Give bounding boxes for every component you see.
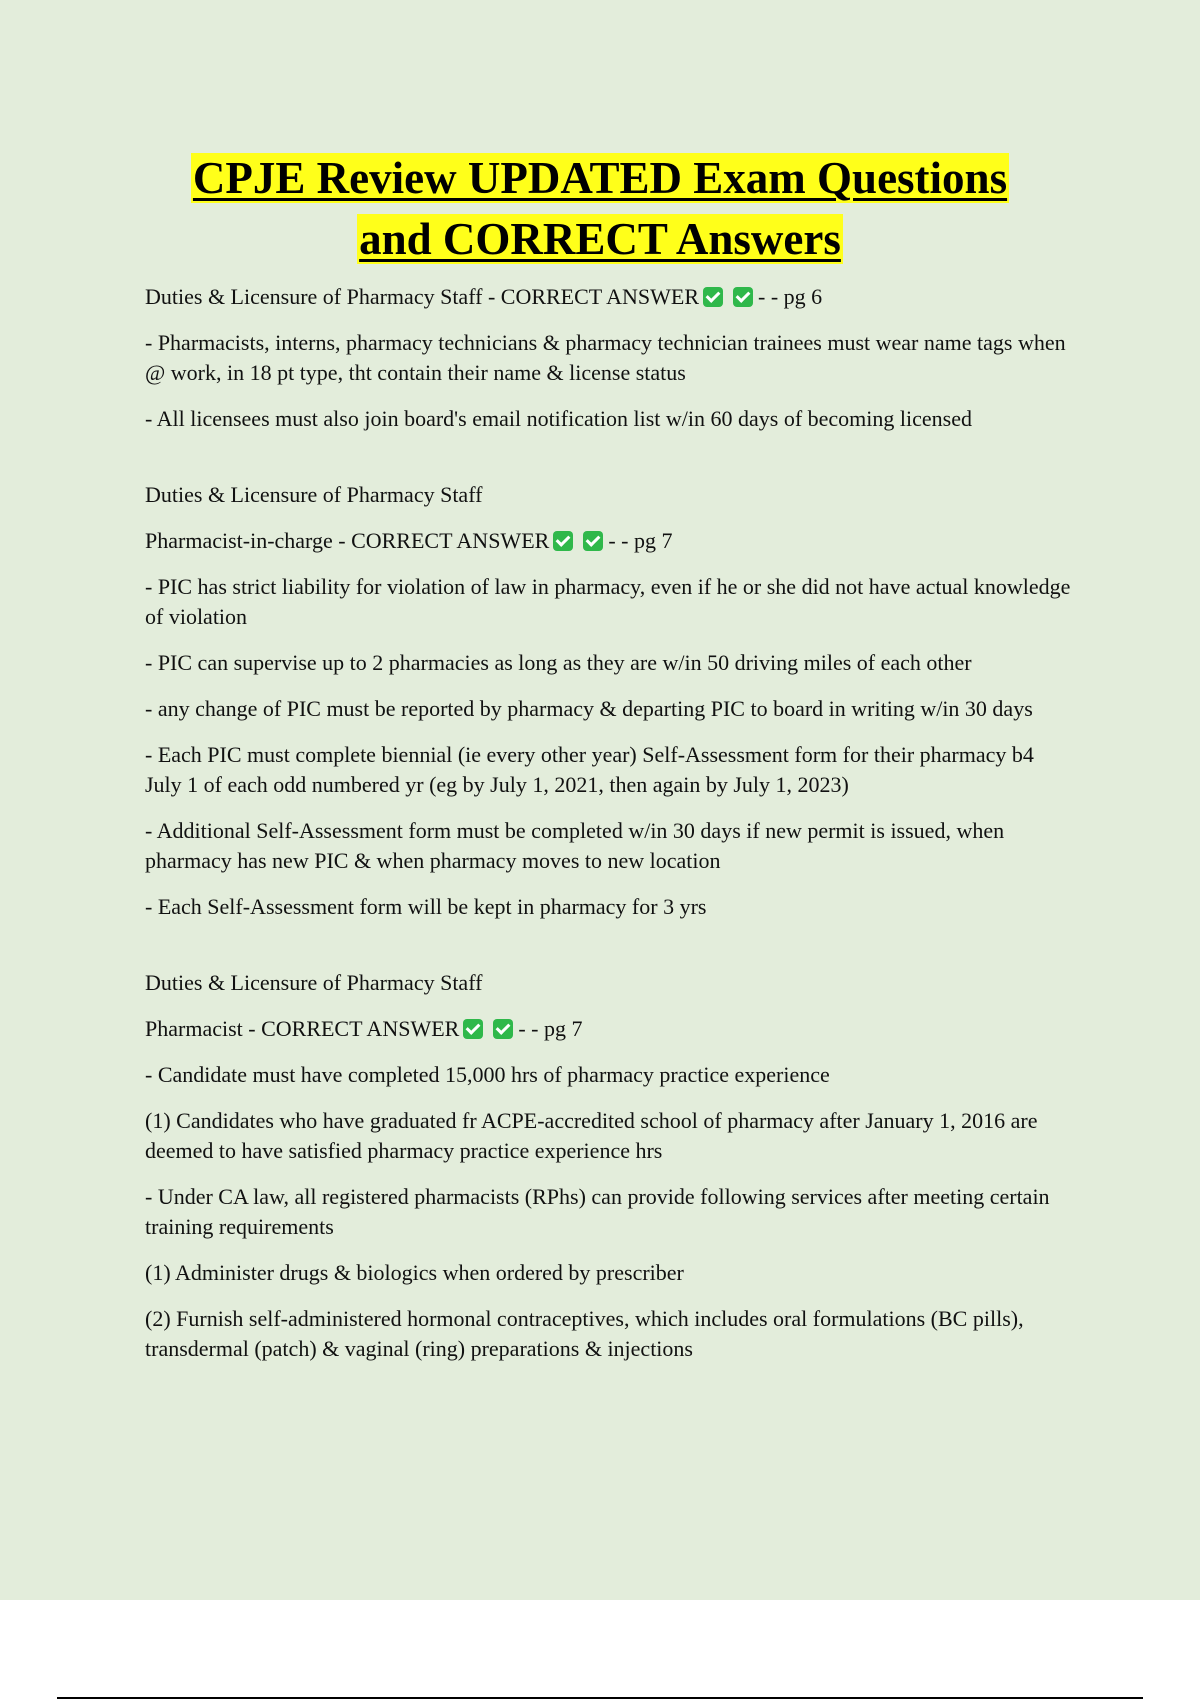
question-heading-text: Pharmacist-in-charge - CORRECT ANSWER (145, 528, 550, 553)
answer-line: (1) Candidates who have graduated fr ACPE-accredited school of pharmacy after January 1, 2016 are deemed to have satisfied pharmacy practice experience hrs (145, 1108, 1038, 1163)
answer-line: - Candidate must have completed 15,000 hrs of pharmacy practice experience (145, 1062, 830, 1087)
answer-line: - Each PIC must complete biennial (ie every other year) Self-Assessment form for their pharmacy b4 July 1 of each odd numbered yr (eg by July 1, 2021, then again by July 1, 2023) (145, 742, 1034, 797)
check-box-icon (553, 531, 573, 551)
answer-line: - Under CA law, all registered pharmacists (RPhs) can provide following services after meeting certain training requirements (145, 1184, 1050, 1239)
page-reference: - - pg 7 (518, 1016, 583, 1041)
question-heading-3 (145, 1014, 1075, 1044)
answer-line: - Each Self-Assessment form will be kept in pharmacy for 3 yrs (145, 894, 707, 919)
answer-line: - Additional Self-Assessment form must be completed w/in 30 days if new permit is issued, when pharmacy has new PIC & when pharmacy moves to new location (145, 818, 1005, 873)
topic-label-2: Duties & Licensure of Pharmacy Staff (145, 482, 483, 507)
question-heading-2 (145, 526, 1075, 556)
answer-line: (1) Administer drugs & biologics when ordered by prescriber (145, 1260, 684, 1285)
answer-line: (2) Furnish self-administered hormonal contraceptives, which includes oral formulations (BC pills), transdermal (patch) & vaginal (ring) preparations & injections (145, 1306, 1024, 1361)
question-heading-text: Duties & Licensure of Pharmacy Staff - CORRECT ANSWER (145, 284, 700, 309)
page-reference: - - pg 7 (608, 528, 673, 553)
check-box-icon (583, 531, 603, 551)
document-content (145, 282, 1075, 1380)
question-heading-1 (145, 282, 1075, 312)
check-box-icon (703, 287, 723, 307)
check-box-icon (493, 1019, 513, 1039)
footer-divider (57, 1697, 1143, 1699)
title-line-1: CPJE Review UPDATED Exam Questions (192, 153, 1008, 203)
document-title (0, 148, 1200, 270)
check-box-icon (463, 1019, 483, 1039)
topic-label-3: Duties & Licensure of Pharmacy Staff (145, 970, 483, 995)
page-reference: - - pg 6 (758, 284, 823, 309)
question-heading-text: Pharmacist - CORRECT ANSWER (145, 1016, 460, 1041)
answer-line: - All licensees must also join board's email notification list w/in 60 days of becoming licensed (145, 406, 972, 431)
answer-line: - Pharmacists, interns, pharmacy technicians & pharmacy technician trainees must wear name tags when @ work, in 18 pt type, tht contain their name & license status (145, 330, 1066, 385)
answer-line: - PIC has strict liability for violation of law in pharmacy, even if he or she did not have actual knowledge of violation (145, 574, 1071, 629)
answer-line: - PIC can supervise up to 2 pharmacies as long as they are w/in 50 driving miles of each other (145, 650, 972, 675)
answer-line: - any change of PIC must be reported by pharmacy & departing PIC to board in writing w/in 30 days (145, 696, 1033, 721)
title-line-2: and CORRECT Answers (359, 214, 841, 264)
check-box-icon (733, 287, 753, 307)
